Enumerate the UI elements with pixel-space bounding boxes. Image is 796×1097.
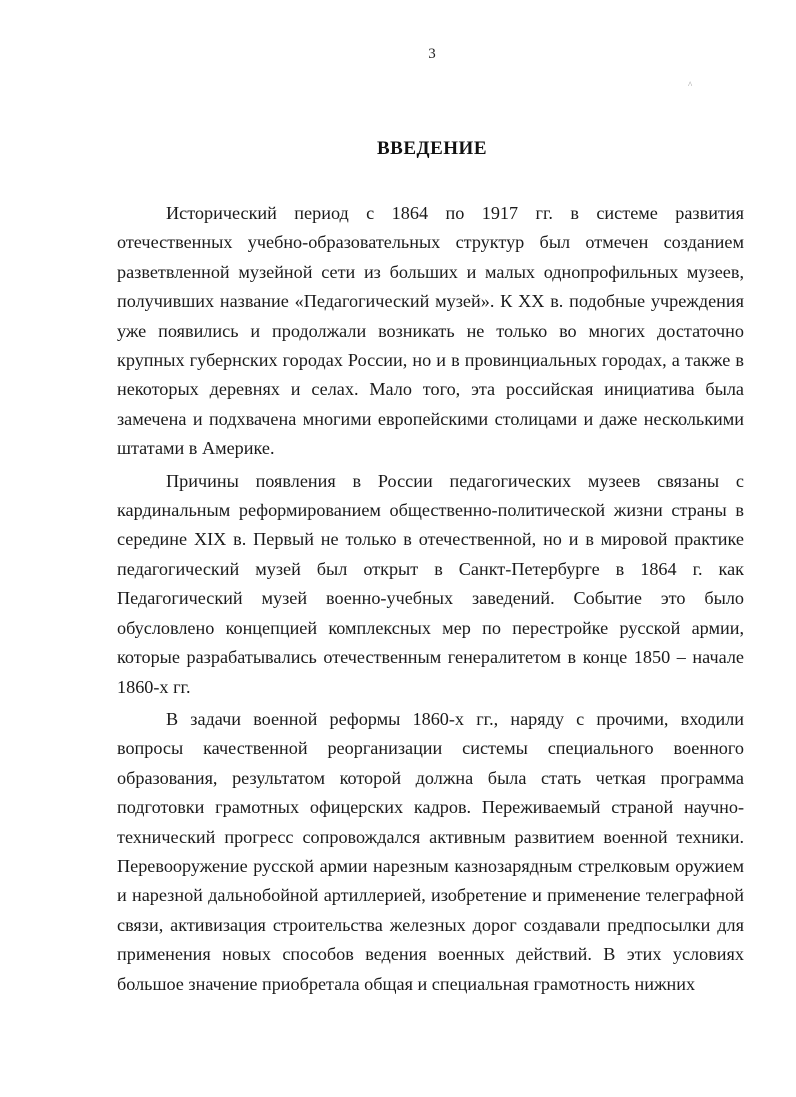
paragraph-3: В задачи военной реформы 1860-х гг., наряду с прочими, входили вопросы качественной реорганизации системы специального военного образования, результатом которой должна была стать четкая программа подготовки грамотных офицерских кадров. Переживаемый страной научно-технический прогресс сопровождался активным развитием военной техники. Перевооружение русской армии нарезным казнозарядным стрелковым оружием и нарезной дальнобойной артиллерией, изобретение и применение телеграфной связи, активизация строительства железных дорог создавали предпосылки для применения новых способов ведения военных действий. В этих условиях большое значение приобретала общая и специальная грамотность нижних — [117, 708, 744, 994]
paragraph-1: Исторический период с 1864 по 1917 гг. в системе развития отечественных учебно-образовательных структур был отмечен созданием разветвленной музейной сети из больших и малых однопрофильных музеев, получивших название «Педагогический музей». К XX в. подобные учреждения уже появились и продолжали возникать не только во многих достаточно крупных губернских городах России, но и в провинциальных городах, а также в некоторых деревнях и селах. Мало того, эта российская инициатива была замечена и подхвачена многими европейскими столицами и даже несколькими штатами в Америке. — [117, 203, 744, 459]
body-text — [117, 199, 744, 999]
margin-mark: ^ — [688, 80, 693, 90]
section-heading: ВВЕДЕНИЕ — [377, 138, 487, 159]
page-number: 3 — [428, 46, 436, 62]
paragraph-2: Причины появления в России педагогических музеев связаны с кардинальным реформированием общественно-политической жизни страны в середине XIX в. Первый не только в отечественной, но и в мировой практике педагогический музей был открыт в Санкт-Петербурге в 1864 г. как Педагогический музей военно-учебных заведений. Событие это было обусловлено концепцией комплексных мер по перестройке русской армии, которые разрабатывались отечественным генералитетом в конце 1850 – начале 1860-х гг. — [117, 470, 744, 697]
